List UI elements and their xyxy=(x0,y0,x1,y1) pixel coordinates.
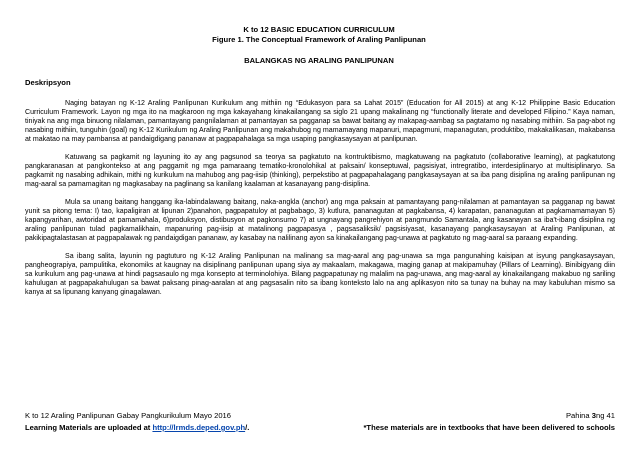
paragraph-4: Sa ibang salita, layunin ng pagtuturo ng K-12 Araling Panlipunan na malinang sa mag-aaral ang pag-unawa sa mga pangunahing kaisipan at isyung pangkasaysayan, pangheograpiya, pampulitika, ekonomiks at kaugnay na disiplinang panlipunan upang siya ay makaalam, makagawa, maging ganap at makipamuhay (Pillars of Learning). Binibigyang diin sa kurikulum ang pag-unawa at hindi pagsasaulo ng mga konsepto at terminolohiya. Bilang pagpapatunay ng malalim na pag-unawa, ang mag-aaral ay kinakailangang makabuo ng sariling kahulugan at pagpapakahulugan sa bawat paksang pinag-aaralan at ang pagsasalin nito sa ibang konteksto lalo na ang aplikasyon nito sa tunay na buhay na may kabuluhan mismo sa kanya at sa lipunang kanyang ginagalawan. xyxy=(25,253,615,297)
paragraph-2: Katuwang sa pagkamit ng layuning ito ay ang pagsunod sa teorya sa pagkatuto na kontruktibismo, magkatuwang na pagkatuto (collaborative learning), at pagkatutong pangkaranasan at pangkontekso at ang paggamit ng mga pamaraang tematiko-kronolohikal at paksain/ konseptuwal, pagsisiyat, intregratibo, interdesiplinaryo at multisiplinaryo. Sa pagkamit ng nasabing adhikain, mithi ng kurikulum na mahubog ang pag-iisip (thinking), perpekstibo at pagpapahalagang pangkasaysayan at sa iba pang disiplina ng araling panlipunan ng mag-aaral sa pamamagitan ng magkasabay na paglinang sa kanilang kaalaman at kasanayang pang-disiplina. xyxy=(25,154,615,189)
page-current: 3 xyxy=(591,411,596,420)
upload-text: Learning Materials are uploaded at xyxy=(25,423,153,432)
page-number xyxy=(566,411,615,420)
footer-guide-title: K to 12 Araling Panlipunan Gabay Pangkurikulum Mayo 2016 xyxy=(25,411,232,420)
figure-caption: Figure 1. The Conceptual Framework of Araling Panlipunan xyxy=(212,35,426,44)
curriculum-title: K to 12 BASIC EDUCATION CURRICULUM xyxy=(243,25,395,34)
paragraph-3: Mula sa unang baitang hanggang ika-labindalawang baitang, naka-angkla (anchor) ang mga paksain at pamantayang pang-nilalaman at pamantayan sa pagganap ng bawat yunit sa pitong tema: I) tao, kapaligiran at lipunan 2)panahon, pagpapatuloy at pagbabago, 3) kutlura, pananagutan at pagkabansa, 4) karapatan, pananagutan at pagkamamamayan 5) kapangyarihan, awtoridad at pamamahala, 6)produksyon, distibusyon at pagkonsumo 7) at ungnayang pangrehiyon at pangmundo Samantala, ang kasanayan sa iba't-ibang disiplina ng araling panlipunan tulad pagkamalikhain, mapanuring pag-iisip at matalinong pagpapasya , pagsasaliksik/ pagsisiyasat, kasanayang pangkasaysayan at Araling Panlipunan, at pakikipagtalastasan at pagpapalawak ng pandaigdigan pananaw, ay kasabay na nalilinang ayon sa kinakailangang pag-unawa at pagkatuto ng mag-aaral sa paraang expanding. xyxy=(25,199,615,243)
body-text xyxy=(25,99,615,306)
paragraph-1: Naging batayan ng K-12 Araling Panlipunan Kurikulum ang mithiin ng “Edukasyon para sa Lahat 2015” (Education for All 2015) at ang K-12 Philippine Basic Education Curriculum Framework. Layon ng mga ito na magkaroon ng mga kakayahang kinakailangang sa siglo 21 upang makalinang ng “functionally literate and developed Filipino.” Kaya naman, tiniyak na ang mga binuong nilalaman, pamantayang pangnilalaman at pamantayan sa pagganap sa bawat baitang ay makapag-aambag sa pagtatamo ng nasabing mithiin. Sa pag-abot ng nasabing mithiin, tunguhin (goal) ng K-12 Kurikulum ng Araling Panlipunan ang makahubog ng mamamayang mapanuri, mapagmuni, mapanagutan, produktibo, makakalikasan, makabansa at makatao na may pambansa at pandaigdigang pananaw at pagpapahalaga sa mga usaping pangkasaysayan at panlipunan. xyxy=(25,100,615,144)
footer-textbook-note: *These materials are in textbooks that have been delivered to schools xyxy=(363,423,615,432)
link-suffix: /. xyxy=(245,423,250,432)
section-heading: Deskripsyon xyxy=(25,78,71,87)
framework-heading: BALANGKAS NG ARALING PANLIPUNAN xyxy=(244,56,394,65)
page-prefix: Pahina xyxy=(565,411,592,420)
lrmds-link[interactable]: http://lrmds.deped.gov.ph xyxy=(152,423,246,432)
footer-upload-note xyxy=(25,423,249,432)
page-suffix: ng 41 xyxy=(595,411,615,420)
